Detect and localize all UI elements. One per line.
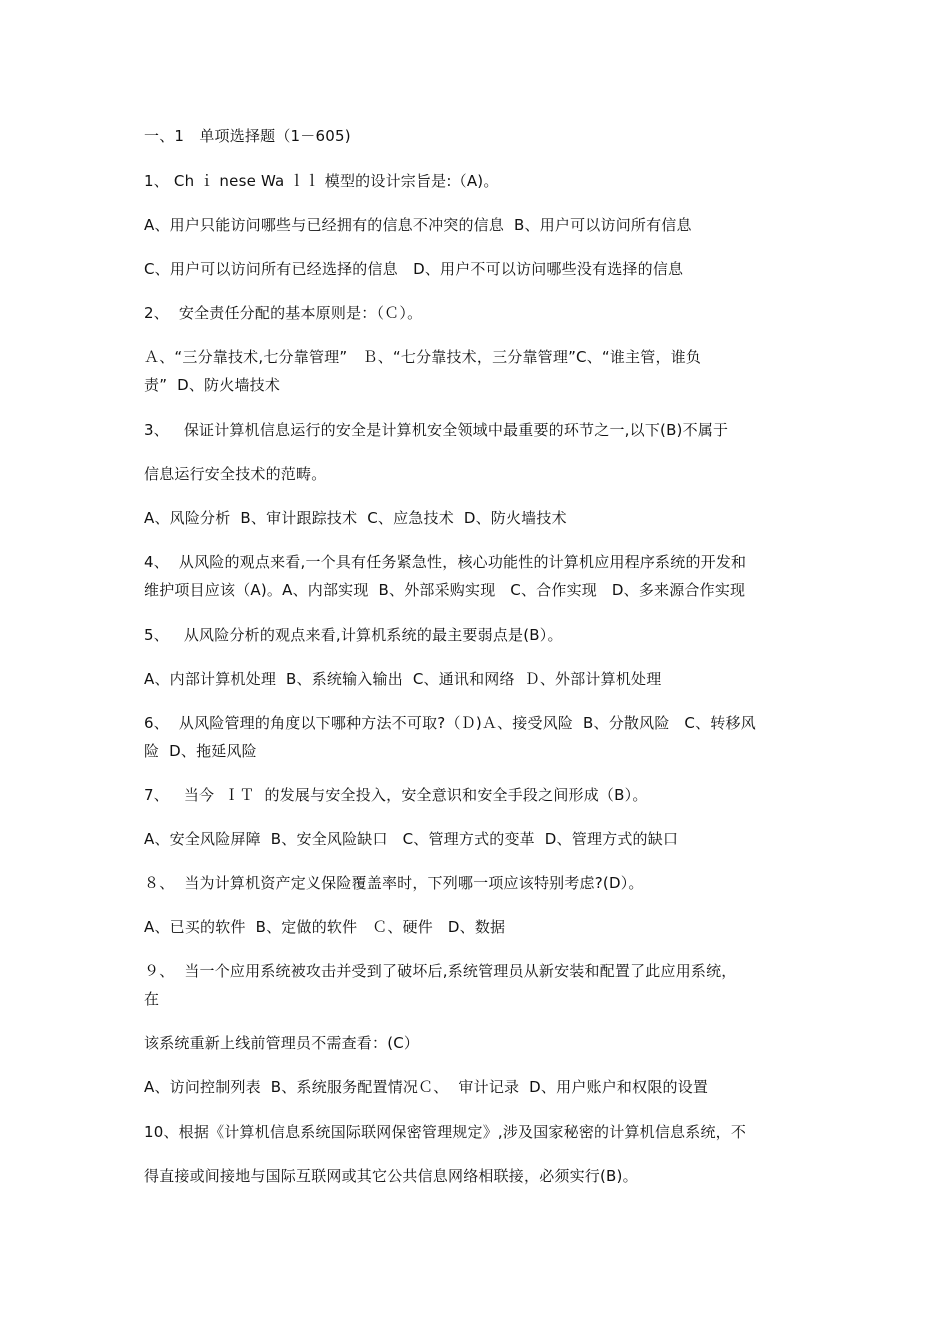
question-3-line-1: 3、 保证计算机信息运行的安全是计算机安全领域中最重要的环节之一,以下(B)不属于 <box>144 421 729 439</box>
question-3-line-2: 信息运行安全技术的范畴。 <box>144 465 327 483</box>
question-5: 5、 从风险分析的观点来看,计算机系统的最主要弱点是(B）。 <box>144 626 563 644</box>
section-heading: 一、1 单项选择题（1－605) <box>144 127 351 145</box>
question-2-options-line-1: Ａ、“三分靠技术,七分靠管理” Ｂ、“七分靠技术，三分靠管理”C、“谁主管，谁负 <box>144 348 702 366</box>
question-6-line-1: 6、 从风险管理的角度以下哪种方法不可取?（Ｄ)Ａ、接受风险 B、分散风险 C、转移风 <box>144 714 756 732</box>
question-2: 2、 安全责任分配的基本原则是：（Ｃ）。 <box>144 304 423 322</box>
question-1: 1、 Ch ｉ nese Wa ｌｌ 模型的设计宗旨是:（A)。 <box>144 172 499 190</box>
question-3-options: A、风险分析 B、审计跟踪技术 C、应急技术 D、防火墙技术 <box>144 509 567 527</box>
question-7: 7、 当今 ＩＴ 的发展与安全投入，安全意识和安全手段之间形成（B）。 <box>144 786 648 804</box>
question-9-line-3: 该系统重新上线前管理员不需查看：(C） <box>144 1034 420 1052</box>
question-9-options: A、访问控制列表 B、系统服务配置情况Ｃ、 审计记录 D、用户账户和权限的设置 <box>144 1078 709 1096</box>
question-9-line-1: ９、 当一个应用系统被攻击并受到了破坏后,系统管理员从新安装和配置了此应用系统， <box>144 962 737 980</box>
question-2-options-line-2: 责” D、防火墙技术 <box>144 376 281 394</box>
question-8-options: A、已买的软件 B、定做的软件 Ｃ、硬件 D、数据 <box>144 918 506 936</box>
question-8: ８、 当为计算机资产定义保险覆盖率时，下列哪一项应该特别考虑?(D）。 <box>144 874 644 892</box>
question-4-line-1: 4、 从风险的观点来看,一个具有任务紧急性，核心功能性的计算机应用程序系统的开发和 <box>144 553 747 571</box>
question-7-options: A、安全风险屏障 B、安全风险缺口 C、管理方式的变革 D、管理方式的缺口 <box>144 830 679 848</box>
question-1-options-a-b: A、用户只能访问哪些与已经拥有的信息不冲突的信息 B、用户可以访问所有信息 <box>144 216 692 234</box>
question-10-line-1: 10、根据《计算机信息系统国际联网保密管理规定》,涉及国家秘密的计算机信息系统，不 <box>144 1123 747 1141</box>
question-10-line-2: 得直接或间接地与国际互联网或其它公共信息网络相联接，必须实行(B)。 <box>144 1167 638 1185</box>
question-1-options-c-d: C、用户可以访问所有已经选择的信息 D、用户不可以访问哪些没有选择的信息 <box>144 260 684 278</box>
question-9-line-2: 在 <box>144 990 160 1008</box>
question-5-options: A、内部计算机处理 B、系统输入输出 C、通讯和网络 Ｄ、外部计算机处理 <box>144 670 662 688</box>
question-4-line-2: 维护项目应该（A)。A、内部实现 B、外部采购实现 C、合作实现 D、多来源合作实现 <box>144 581 746 599</box>
question-6-line-2: 险 D、拖延风险 <box>144 742 257 760</box>
